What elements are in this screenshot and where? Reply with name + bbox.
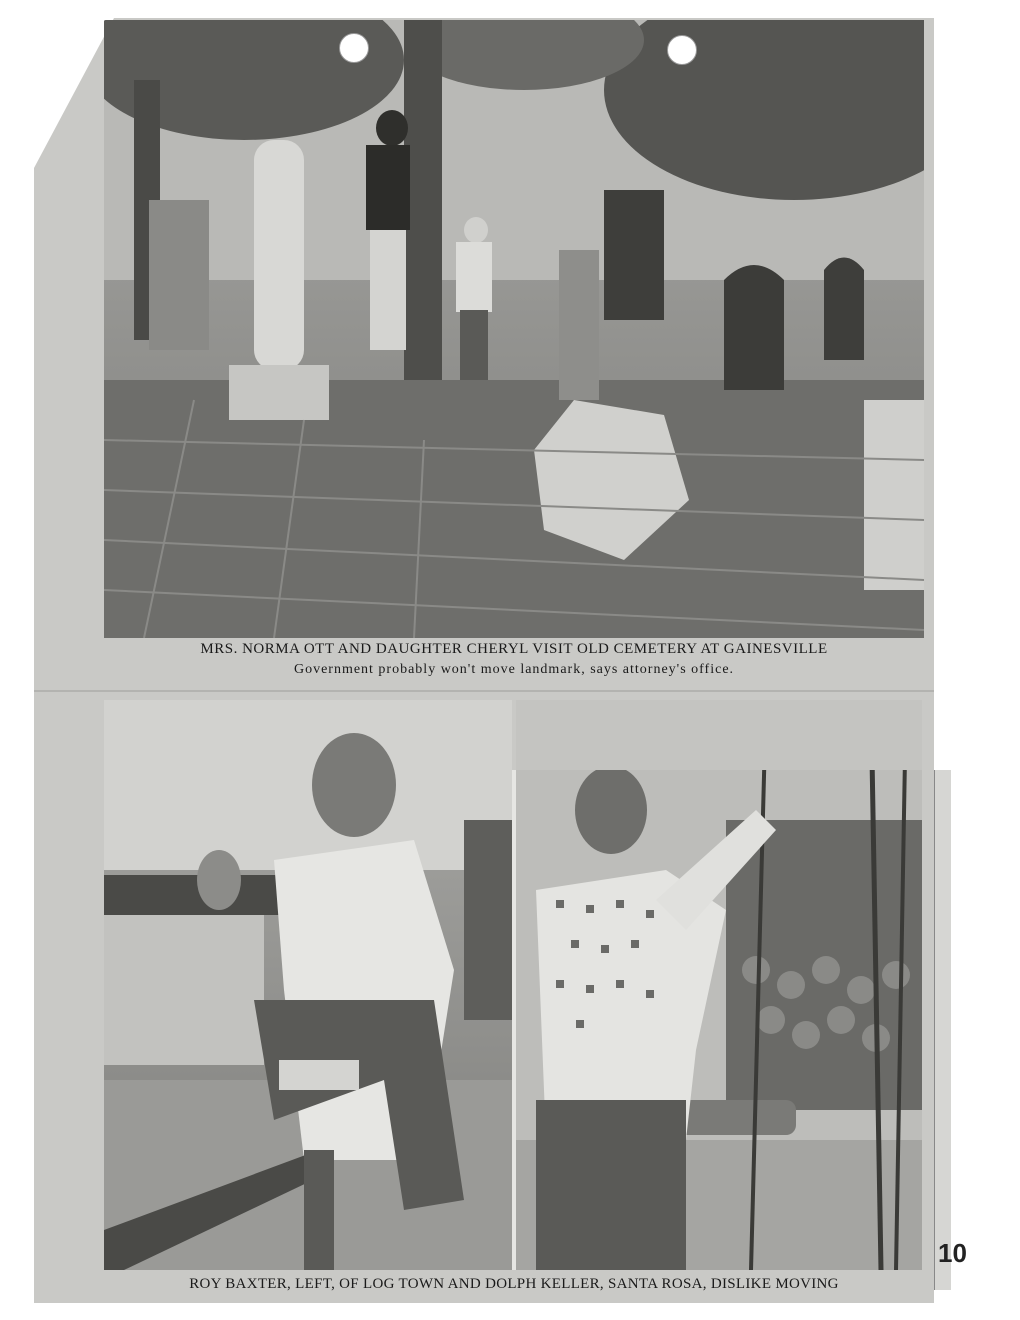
punch-hole-right	[667, 35, 697, 65]
top-photo-subcaption: Government probably won't move landmark, says attorney's office.	[293, 662, 735, 677]
dolph-keller-illustration	[516, 770, 922, 1270]
adjacent-page-fragment: 10	[938, 1238, 967, 1268]
roy-baxter-illustration	[104, 700, 512, 1270]
bottom-photo-caption: ROY BAXTER, LEFT, OF LOG TOWN AND DOLPH KELLER, SANTA ROSA, DISLIKE MOVING	[189, 1276, 839, 1292]
dolph-keller-photo	[516, 770, 922, 1270]
roy-baxter-photo	[104, 700, 512, 1270]
punch-hole-left	[339, 33, 369, 63]
cemetery-illustration	[104, 20, 924, 638]
adjacent-page-strip	[934, 770, 951, 1290]
cemetery-photo	[104, 20, 924, 638]
right-photo-top-space	[516, 700, 922, 770]
top-photo-caption: MRS. NORMA OTT AND DAUGHTER CHERYL VISIT OLD CEMETERY AT GAINESVILLE	[200, 641, 828, 657]
fold-line	[34, 690, 934, 692]
